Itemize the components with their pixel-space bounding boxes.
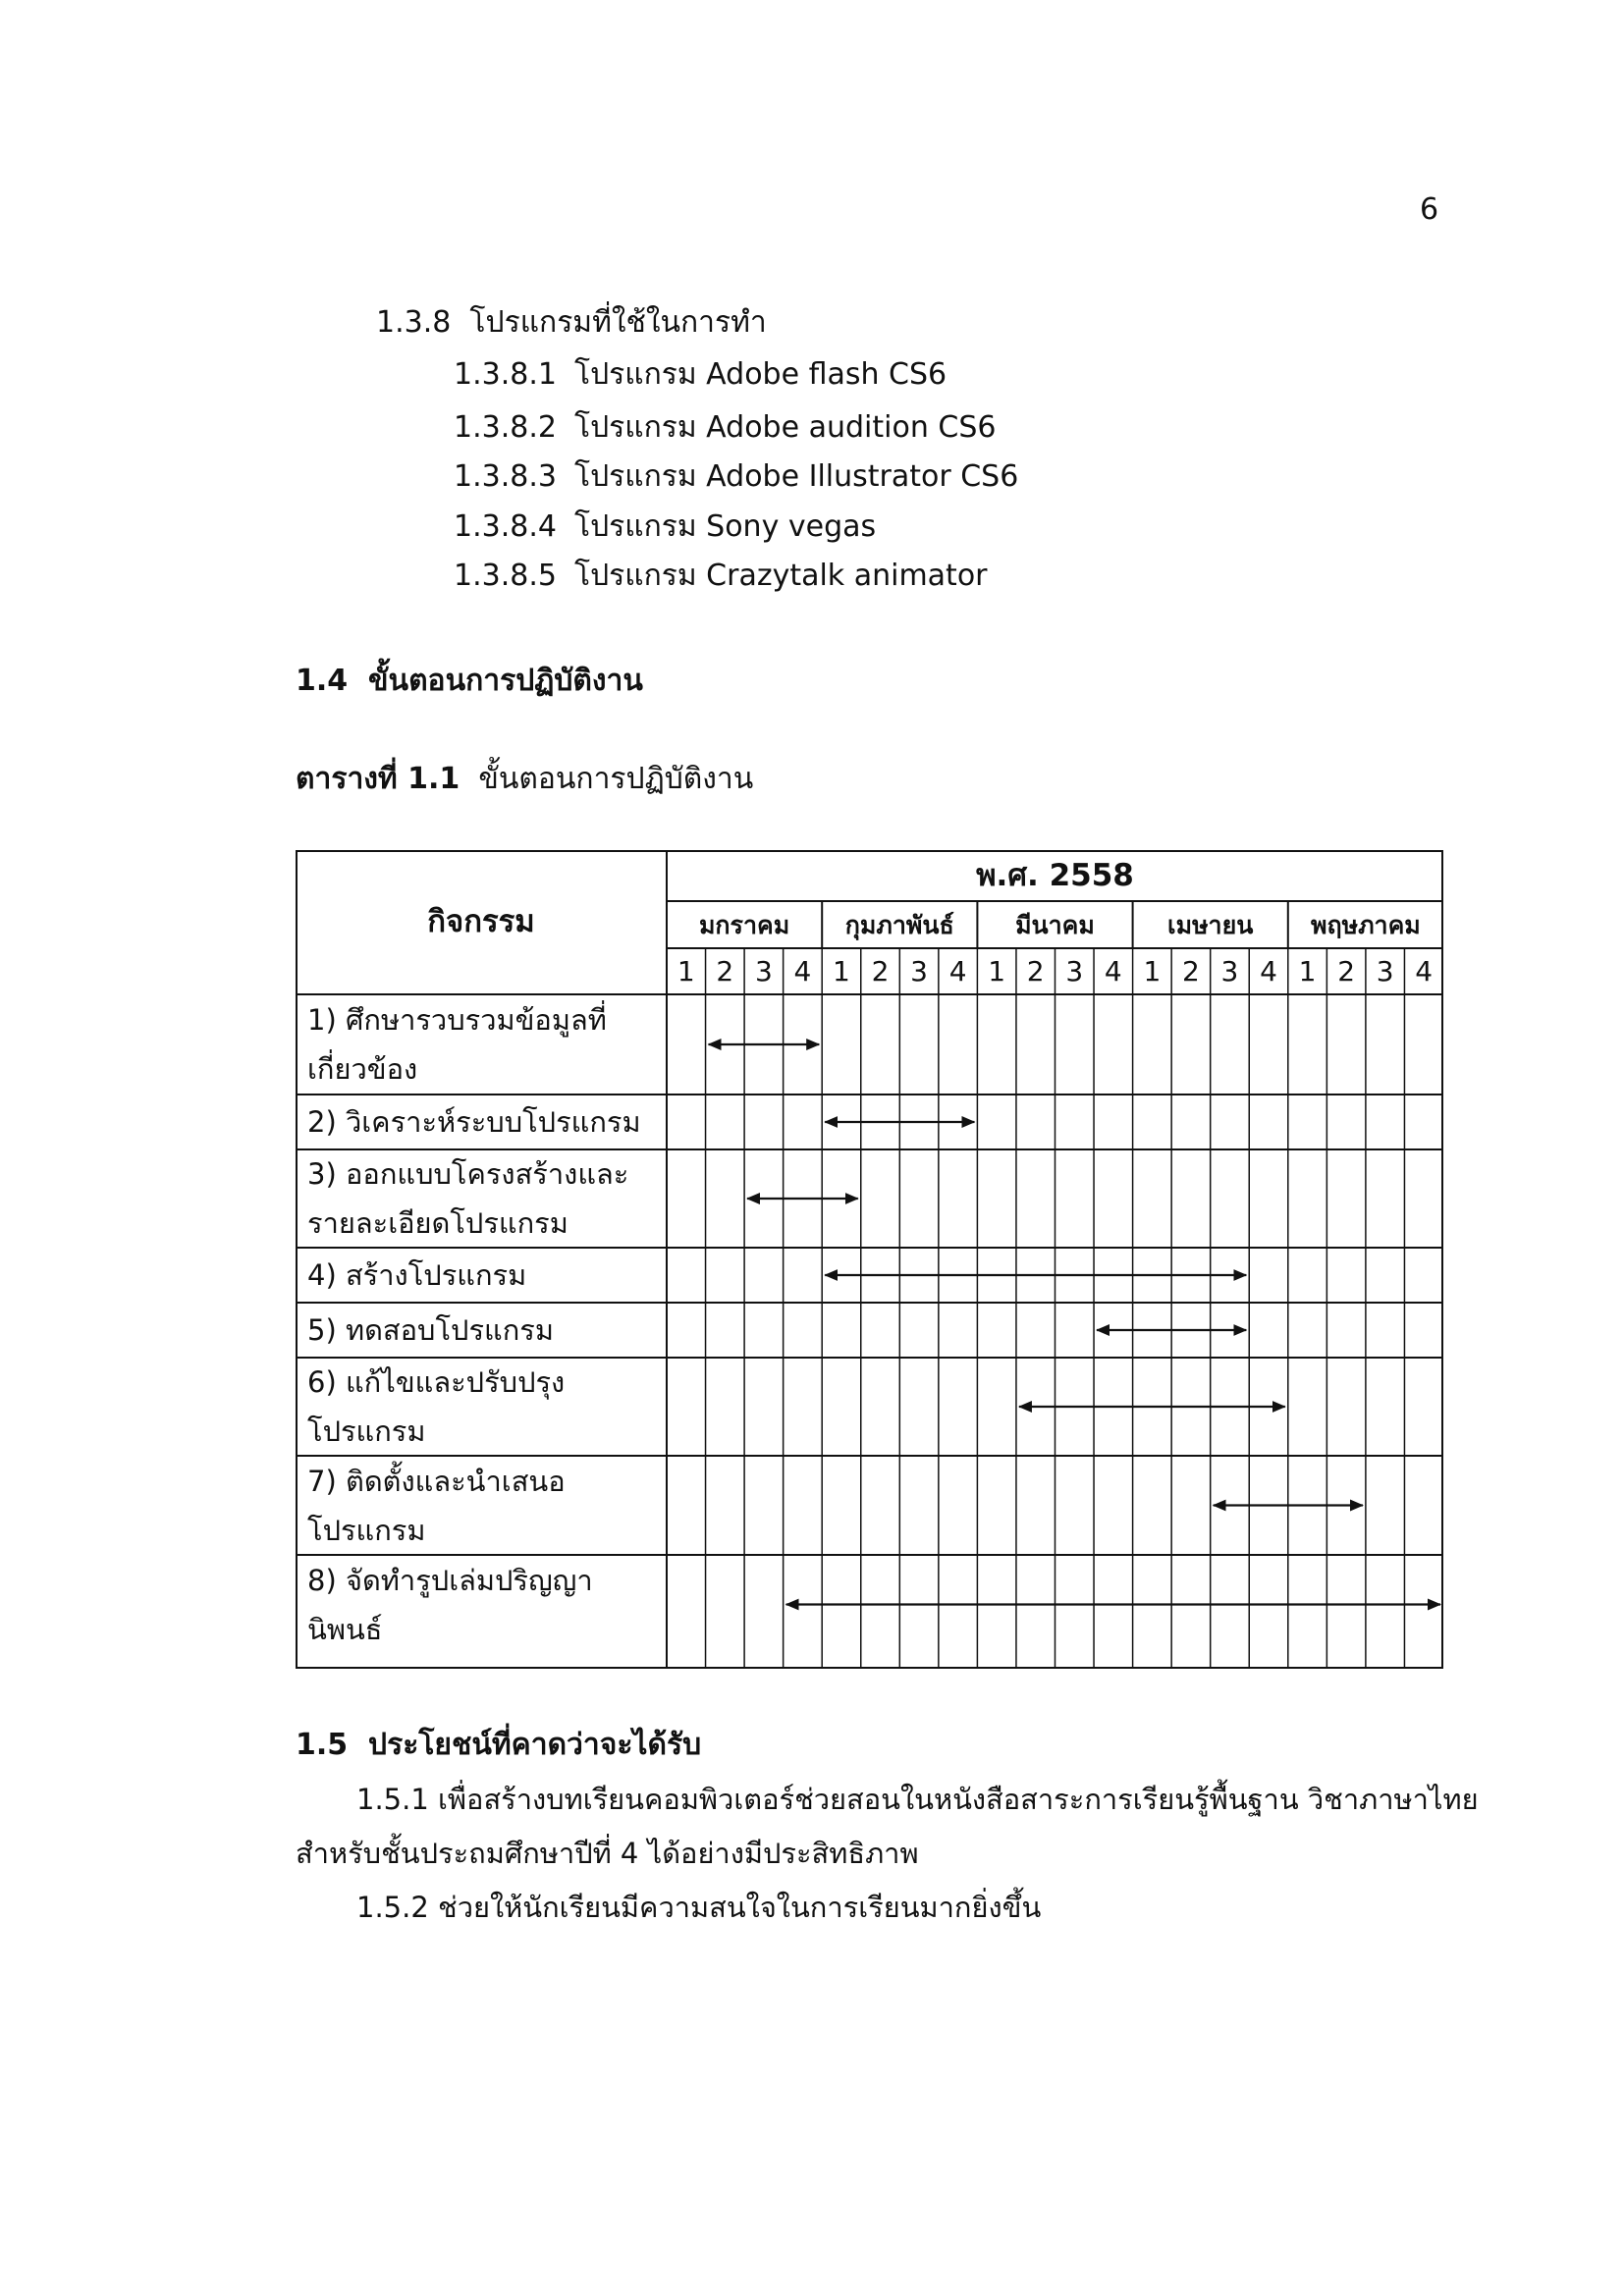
- program-item: [454, 357, 947, 393]
- month-header: มีนาคม: [1015, 910, 1095, 939]
- week-number: 3: [910, 955, 928, 988]
- activity-label: [307, 1358, 659, 1456]
- week-number: 4: [948, 955, 967, 988]
- week-number: 1: [677, 955, 695, 988]
- program-item: [454, 410, 996, 446]
- program-item-number: 1.3.8.5: [454, 559, 557, 593]
- activity-label: [307, 1248, 659, 1303]
- program-item-number: 1.3.8.4: [454, 509, 557, 544]
- week-number: 4: [1104, 955, 1122, 988]
- activity-label-line: 2) วิเคราะห์ระบบโปรแกรม: [307, 1105, 641, 1139]
- programs-heading-text: โปรแกรมที่ใช้ในการทำ: [469, 305, 767, 340]
- activity-label: [307, 1149, 659, 1248]
- week-number: 4: [1415, 955, 1434, 988]
- program-item: [454, 509, 876, 545]
- week-number: 3: [754, 955, 773, 988]
- activity-label-line: 8) จัดทำรูปเล่มปริญญา: [307, 1563, 593, 1597]
- benefit-1-line-1: 1.5.1 เพื่อสร้างบทเรียนคอมพิวเตอร์ช่วยสอนในหนังสือสาระการเรียนรู้พื้นฐาน วิชาภาษาไทย: [356, 1783, 1479, 1816]
- section-1-5-heading: [296, 1728, 701, 1763]
- programs-heading-number: 1.3.8: [376, 305, 452, 340]
- activity-label-line: 6) แก้ไขและปรับปรุง: [307, 1365, 566, 1399]
- activity-label-line: รายละเอียดโปรแกรม: [307, 1206, 568, 1240]
- activity-label-line: 3) ออกแบบโครงสร้างและ: [307, 1157, 629, 1191]
- program-item-number: 1.3.8.3: [454, 459, 557, 494]
- month-header: มกราคม: [698, 910, 790, 939]
- table-caption: [296, 762, 753, 797]
- week-number: 4: [793, 955, 812, 988]
- activity-header: กิจกรรม: [427, 904, 535, 939]
- page-number: 6: [1420, 192, 1439, 227]
- week-number: 2: [716, 955, 734, 988]
- activity-label-line: 4) สร้างโปรแกรม: [307, 1258, 527, 1292]
- programs-heading: [376, 305, 767, 341]
- program-item-text: โปรแกรม Crazytalk animator: [573, 559, 988, 593]
- table-caption-label: ตารางที่ 1.1: [296, 762, 460, 796]
- week-number: 1: [1298, 955, 1317, 988]
- week-number: 2: [1337, 955, 1356, 988]
- activity-label: [307, 1456, 659, 1555]
- activity-label: [307, 1095, 659, 1149]
- activity-label-line: 7) ติดตั้งและนำเสนอ: [307, 1464, 566, 1498]
- week-number: 3: [1376, 955, 1394, 988]
- activity-label-line: นิพนธ์: [307, 1612, 383, 1646]
- activity-label: [307, 994, 659, 1095]
- activity-label-line: โปรแกรม: [307, 1415, 426, 1448]
- week-number: 4: [1260, 955, 1277, 988]
- activity-label: [307, 1555, 659, 1654]
- program-item-text: โปรแกรม Adobe flash CS6: [573, 357, 947, 392]
- month-header: เมษายน: [1167, 910, 1254, 939]
- activity-label-line: เกี่ยวข้อง: [307, 1052, 418, 1086]
- month-header: กุมภาพันธ์: [844, 910, 954, 939]
- month-header: พฤษภาคม: [1310, 910, 1421, 939]
- section-1-5-number: 1.5: [296, 1728, 349, 1762]
- section-1-4-number: 1.4: [296, 664, 349, 698]
- week-number: 3: [1220, 955, 1239, 988]
- section-1-4-heading: [296, 664, 643, 699]
- program-item-text: โปรแกรม Sony vegas: [573, 509, 877, 544]
- program-item-number: 1.3.8.1: [454, 357, 557, 392]
- table-caption-text: ขั้นตอนการปฏิบัติงาน: [478, 762, 754, 796]
- week-number: 1: [833, 955, 850, 988]
- activity-label-line: 1) ศึกษารวบรวมข้อมูลที่: [307, 1003, 607, 1037]
- year-header: พ.ศ. 2558: [976, 857, 1134, 893]
- program-item: [454, 559, 988, 594]
- program-item: [454, 459, 1018, 495]
- benefit-1-line-2: สำหรับชั้นประถมศึกษาปีที่ 4 ได้อย่างมีประสิทธิภาพ: [296, 1837, 919, 1870]
- activity-label-line: 5) ทดสอบโปรแกรม: [307, 1313, 554, 1347]
- week-number: 2: [1182, 955, 1200, 988]
- week-number: 1: [988, 955, 1006, 988]
- schedule-table: [296, 850, 1443, 1669]
- activity-label-line: โปรแกรม: [307, 1513, 426, 1547]
- program-item-number: 1.3.8.2: [454, 410, 557, 445]
- section-1-4-title: ขั้นตอนการปฏิบัติงาน: [368, 664, 643, 698]
- program-item-text: โปรแกรม Adobe audition CS6: [573, 410, 997, 445]
- program-item-text: โปรแกรม Adobe Illustrator CS6: [573, 459, 1019, 494]
- week-number: 1: [1143, 955, 1162, 988]
- activity-label: [307, 1303, 659, 1358]
- week-number: 3: [1065, 955, 1084, 988]
- benefit-2: 1.5.2 ช่วยให้นักเรียนมีความสนใจในการเรียนมากยิ่งขึ้น: [356, 1891, 1042, 1924]
- section-1-5-title: ประโยชน์ที่คาดว่าจะได้รับ: [368, 1728, 702, 1762]
- week-number: 2: [871, 955, 890, 988]
- week-number: 2: [1026, 955, 1045, 988]
